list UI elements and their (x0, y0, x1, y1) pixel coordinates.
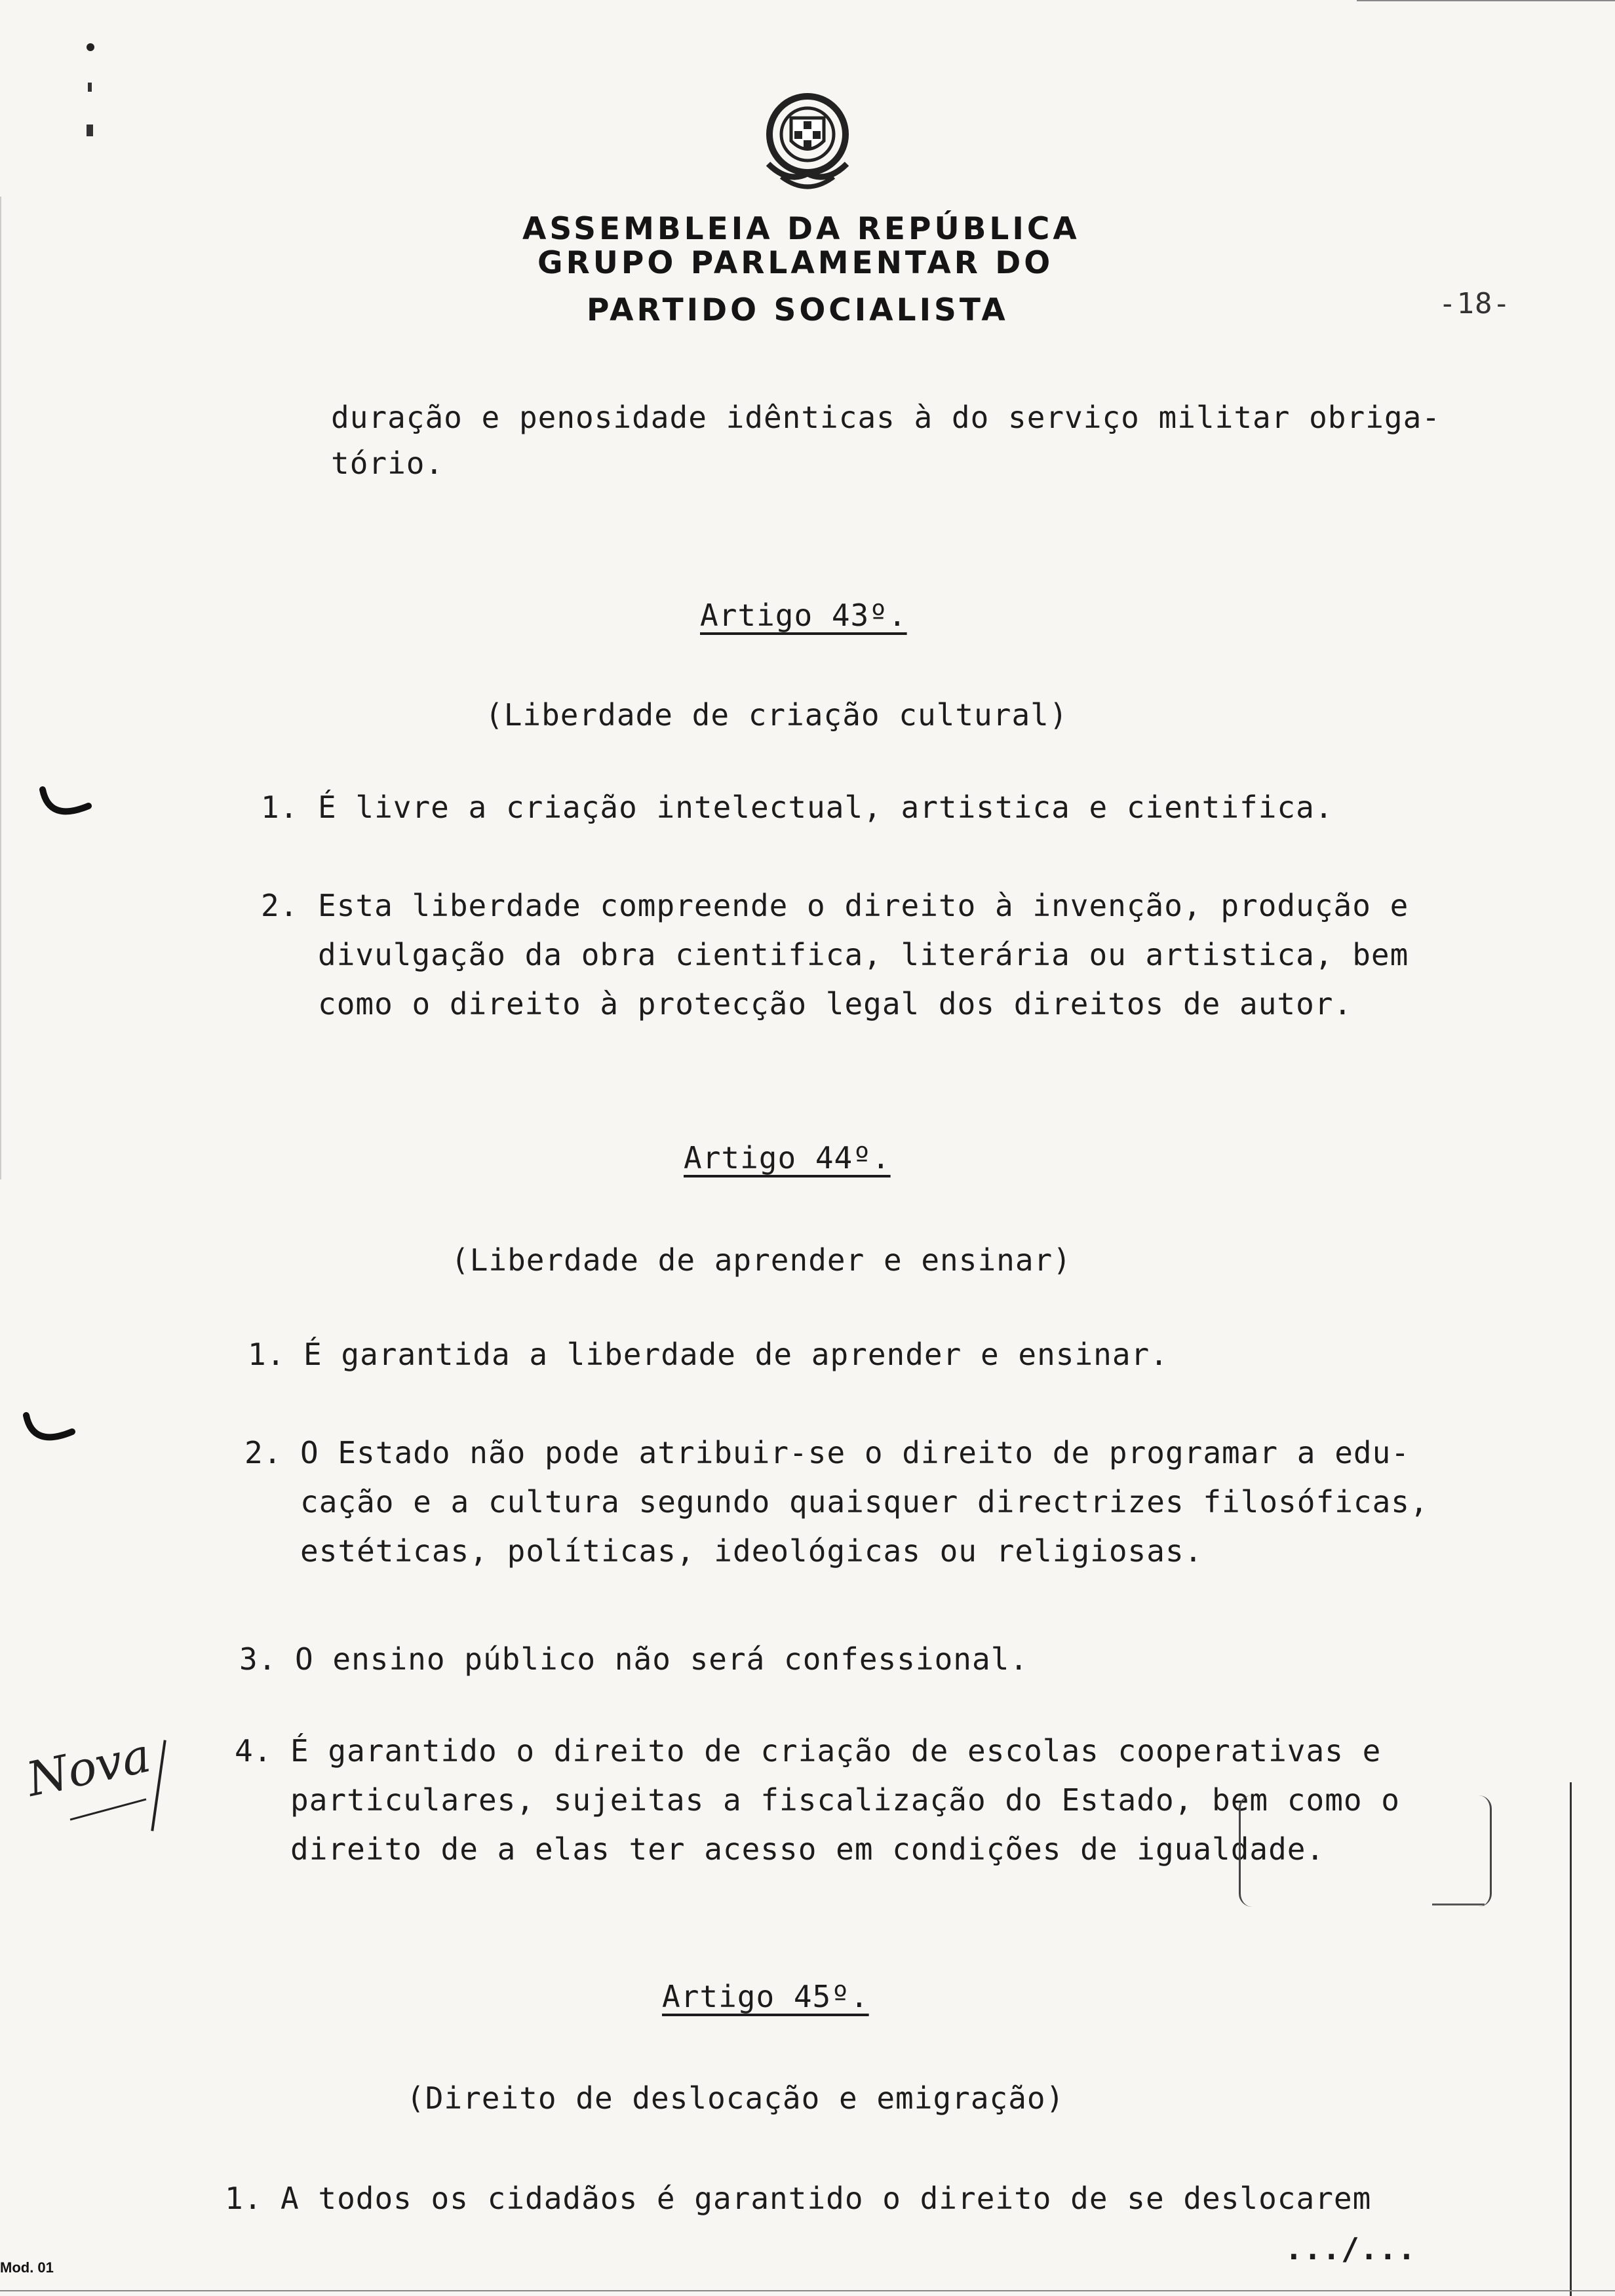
item-number: 3. (239, 1641, 277, 1677)
continuation-mark: .../... (1285, 2231, 1416, 2267)
margin-note: Nova (22, 1727, 155, 1807)
coat-of-arms-icon (755, 85, 860, 200)
handwritten-stroke (70, 1799, 147, 1821)
item-number: 2. (261, 888, 299, 923)
letterhead-line3: PARTIDO SOCIALISTA (587, 292, 1009, 328)
item-number: 1. (225, 2181, 263, 2216)
item-text: cação e a cultura segundo quaisquer directrizes filosóficas, (300, 1484, 1429, 1520)
item-text: O Estado não pode atribuir-se o direito de programar a edu- (300, 1435, 1410, 1470)
handwritten-stroke (1432, 1904, 1485, 1905)
scan-edge (1357, 0, 1615, 1)
item-number: 1. (248, 1337, 286, 1372)
item-text: É garantida a liberdade de aprender e ensinar. (303, 1337, 1169, 1372)
item-number: 1. (261, 790, 299, 825)
scan-edge (0, 2290, 1615, 2291)
punch-mark (88, 83, 92, 92)
punch-mark (87, 43, 94, 51)
footer-code: Mod. 01 (0, 2259, 54, 2276)
item-number: 2. (244, 1435, 282, 1470)
item-text: estéticas, políticas, ideológicas ou religiosas. (300, 1533, 1203, 1569)
handwritten-bracket (1239, 1795, 1492, 1907)
letterhead-line1: ASSEMBLEIA DA REPÚBLICA (522, 211, 1080, 247)
article-title: Artigo 44º. (684, 1140, 891, 1176)
article-subtitle: (Liberdade de criação cultural) (485, 697, 1068, 733)
item-text: divulgação da obra cientifica, literária ou artistica, bem (318, 937, 1409, 972)
item-text: direito de a elas ter acesso em condições de igualdade. (290, 1831, 1325, 1867)
item-number: 4. (235, 1733, 273, 1769)
item-text: É livre a criação intelectual, artistica e cientifica. (318, 790, 1334, 825)
continuation-line: duração e penosidade idênticas à do serviço militar obriga- (331, 400, 1441, 435)
letterhead-line2: GRUPO PARLAMENTAR DO (537, 245, 1054, 281)
scan-edge (1570, 1782, 1572, 2296)
page-number: -18- (1439, 287, 1511, 320)
scan-edge (0, 197, 1, 1179)
item-text: particulares, sujeitas a fiscalização do Estado, bem como o (290, 1782, 1400, 1818)
article-title: Artigo 43º. (700, 598, 907, 633)
article-title: Artigo 45º. (662, 1979, 869, 2014)
item-text: É garantido o direito de criação de escolas cooperativas e (290, 1733, 1382, 1769)
punch-mark (87, 124, 93, 136)
item-text: A todos os cidadãos é garantido o direito de se deslocarem (281, 2181, 1372, 2216)
continuation-line: tório. (331, 446, 444, 481)
check-mark-icon (20, 1409, 79, 1455)
article-subtitle: (Liberdade de aprender e ensinar) (451, 1242, 1072, 1278)
handwritten-stroke (151, 1740, 166, 1831)
item-text: O ensino público não será confessional. (295, 1641, 1029, 1677)
article-subtitle: (Direito de deslocação e emigração) (406, 2080, 1065, 2116)
item-text: como o direito à protecção legal dos direitos de autor. (318, 986, 1353, 1022)
item-text: Esta liberdade compreende o direito à invenção, produção e (318, 888, 1409, 923)
check-mark-icon (36, 783, 95, 829)
